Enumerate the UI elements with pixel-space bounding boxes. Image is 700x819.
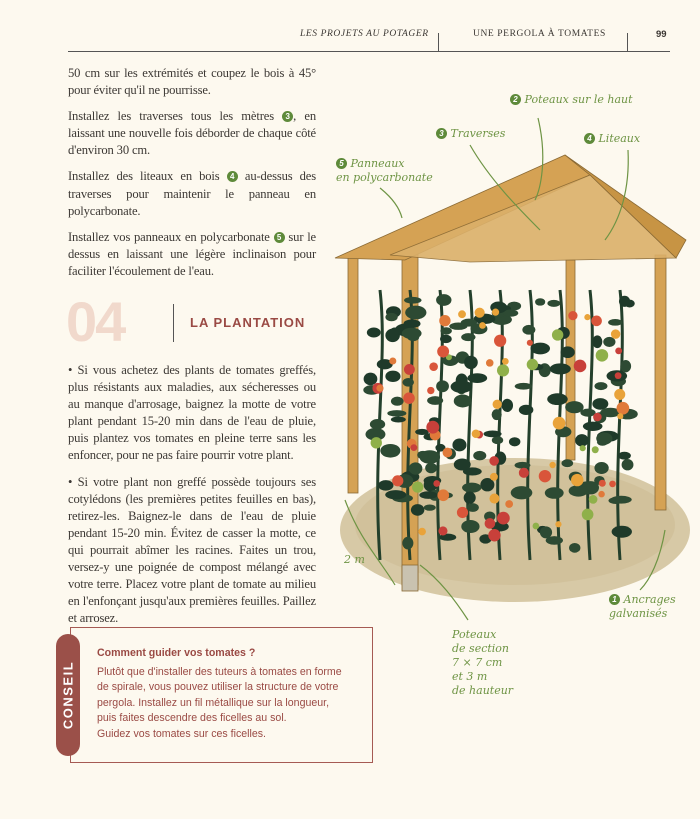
label-posts-top: [510, 93, 633, 107]
tomato-fruit: [437, 489, 449, 501]
tomato-leaf: [596, 432, 612, 444]
tip-badge-label: CONSEIL: [60, 661, 76, 730]
section-header: [66, 292, 386, 362]
tomato-leaf: [569, 485, 589, 497]
tip-line: Plutôt que d'installer des tuteurs à tomates en forme: [97, 665, 342, 678]
tomato-leaf: [618, 452, 631, 460]
tomato-fruit: [591, 316, 602, 327]
label-text: Poteaux: [452, 628, 497, 641]
tomato-leaf: [502, 399, 513, 412]
tomato-leaf: [603, 337, 615, 347]
tomato-leaf: [561, 346, 575, 358]
tomato-leaf: [454, 394, 472, 407]
tomato-leaf: [464, 356, 478, 369]
tomato-fruit: [427, 387, 434, 394]
tomato-fruit: [457, 507, 468, 518]
tomato-fruit: [502, 358, 509, 365]
tomato-fruit: [479, 322, 486, 329]
tomato-fruit: [389, 357, 396, 364]
tomato-fruit: [519, 468, 529, 478]
tomato-fruit: [488, 529, 500, 541]
tomato-leaf: [436, 380, 449, 392]
tomato-leaf: [461, 333, 475, 341]
tomato-fruit: [593, 413, 602, 422]
page-number: 99: [656, 29, 667, 40]
tomato-fruit: [438, 526, 447, 535]
tomato-leaf: [461, 520, 479, 533]
label-text: Liteaux: [598, 132, 641, 145]
tomato-leaf: [425, 463, 437, 473]
label-anchors: [609, 593, 676, 621]
tomato-fruit: [429, 362, 438, 371]
label-text: galvanisés: [609, 607, 668, 620]
tomato-leaf: [515, 383, 533, 390]
paragraph: [68, 168, 316, 219]
tomato-leaf: [462, 483, 481, 493]
tomato-fruit: [584, 314, 590, 320]
tomato-leaf: [409, 462, 423, 474]
label-post-spec: [452, 628, 513, 698]
tomato-leaf: [391, 397, 404, 406]
tomato-leaf: [515, 462, 531, 469]
tomato-leaf: [569, 543, 580, 553]
label-text: Poteaux sur le haut: [524, 93, 633, 106]
tomato-fruit: [552, 329, 563, 340]
tomato-fruit: [412, 481, 423, 492]
label-text: Ancrages: [623, 593, 676, 606]
tomato-leaf: [449, 322, 467, 329]
tip-line: pergola. Installez un fil métallique sur la longueur,: [97, 696, 330, 709]
tomato-fruit: [404, 364, 415, 375]
tomato-fruit: [571, 474, 583, 486]
tomato-leaf: [405, 306, 426, 320]
tomato-leaf: [440, 335, 452, 343]
header-chapter: UNE PERGOLA À TOMATES: [473, 29, 606, 39]
tomato-leaf: [540, 526, 552, 538]
tomato-leaf: [611, 496, 632, 504]
tomato-leaf: [509, 437, 520, 446]
tomato-fruit: [589, 495, 598, 504]
callout-number: 2: [510, 94, 521, 105]
tomato-leaf: [547, 300, 560, 307]
tomato-leaf: [531, 343, 550, 355]
callout-number: 5: [336, 158, 347, 169]
tomato-leaf: [387, 410, 406, 417]
tomato-fruit: [392, 475, 403, 486]
tomato-leaf: [622, 459, 634, 470]
tomato-leaf: [550, 363, 571, 374]
label-text: Panneaux: [350, 157, 405, 170]
tip-line: puis faites descendre des ficelles au sol.: [97, 712, 287, 725]
callout-number: 3: [282, 111, 293, 122]
tomato-leaf: [440, 327, 451, 334]
planting-text: [68, 362, 316, 627]
tomato-leaf: [619, 296, 630, 307]
tomato-fruit: [458, 310, 466, 318]
paragraph-text: au-dessus des traverses pour maintenir le panneau en polycarbonate.: [68, 169, 316, 218]
tomato-leaf: [473, 451, 486, 461]
label-battens: [584, 132, 640, 146]
tomato-leaf: [385, 371, 400, 382]
tip-box: [70, 627, 373, 763]
galvanized-anchor: [402, 565, 418, 591]
tomato-fruit: [497, 364, 509, 376]
tomato-leaf: [385, 313, 397, 321]
tip-line: Guidez vos tomates sur ces ficelles.: [97, 727, 266, 740]
tomato-leaf: [522, 325, 535, 335]
tomato-leaf: [620, 360, 631, 372]
tomato-fruit: [475, 308, 485, 318]
tomato-fruit: [527, 359, 538, 370]
label-text: 7 × 7 cm: [452, 656, 503, 669]
tomato-fruit: [403, 392, 415, 404]
callout-number: 1: [609, 594, 620, 605]
tomato-leaf: [594, 462, 608, 474]
tomato-leaf: [464, 492, 476, 504]
tomato-fruit: [410, 444, 417, 451]
tomato-leaf: [427, 396, 443, 405]
tomato-fruit: [505, 500, 513, 508]
tomato-leaf: [411, 504, 425, 516]
tomato-fruit: [485, 518, 496, 529]
tomato-fruit: [553, 417, 566, 430]
paragraph-text: , en laissant une nouvelle fois déborder de chaque côté d'environ 30 cm.: [68, 109, 316, 158]
paragraph: [68, 229, 316, 280]
tomato-fruit: [580, 445, 586, 451]
tomato-fruit: [582, 509, 594, 521]
tomato-fruit: [486, 359, 494, 367]
tomato-leaf: [535, 298, 545, 305]
tomato-leaf: [575, 434, 589, 446]
paragraph: [68, 108, 316, 159]
bullet-paragraph: • Si vous achetez des plants de tomates greffés, plus résistants aux maladies, aux sécheresses ou au manque d'arrosage, baignez la motte de votre plant pendant 15-20 min dans de l'eau de pluie, puis plantez vos tomates en pleine terre sans les enfoncer, pour ne pas faire pourrir votre plant.: [68, 363, 316, 463]
tomato-leaf: [436, 294, 451, 306]
tomato-fruit: [533, 523, 540, 530]
label-height: 2 m: [344, 553, 365, 566]
tomato-fruit: [494, 335, 506, 347]
label-text: et 3 m: [452, 670, 488, 683]
section-title: LA PLANTATION: [190, 315, 306, 330]
header-section: LES PROJETS AU POTAGER: [300, 29, 429, 39]
tomato-leaf: [565, 401, 583, 413]
tomato-fruit: [617, 402, 630, 415]
tomato-fruit: [493, 400, 502, 409]
tomato-fruit: [439, 315, 450, 326]
label-text: en polycarbonate: [336, 171, 433, 184]
tomato-leaf: [492, 409, 502, 420]
tomato-leaf: [404, 297, 421, 304]
callout-number: 4: [584, 133, 595, 144]
section-divider: [173, 304, 174, 342]
tip-badge: [56, 634, 80, 756]
tomato-fruit: [418, 528, 426, 536]
tomato-fruit: [599, 480, 606, 487]
tomato-fruit: [555, 521, 561, 527]
tomato-leaf: [391, 416, 406, 422]
tomato-fruit: [614, 389, 625, 400]
tomato-leaf: [402, 537, 413, 550]
callout-number: 4: [227, 171, 238, 182]
tomato-leaf: [424, 504, 436, 510]
tomato-fruit: [527, 340, 533, 346]
label-text: Traverses: [450, 127, 506, 140]
tomato-fruit: [492, 309, 499, 316]
tomato-fruit: [568, 311, 577, 320]
tomato-fruit: [433, 480, 440, 487]
tip-container: [60, 627, 386, 763]
tomato-leaf: [402, 328, 422, 339]
paragraph-text: Installez les traverses tous les mètres: [68, 109, 283, 124]
tomato-fruit: [497, 512, 510, 525]
label-text: de section: [452, 642, 510, 655]
tip-content: [97, 646, 364, 742]
paragraph-text: Installez des liteaux en bois: [68, 169, 227, 184]
label-crossbeams: [436, 127, 505, 141]
tomato-leaf: [415, 429, 429, 435]
tomato-fruit: [617, 413, 623, 419]
tomato-leaf: [583, 422, 603, 431]
tomato-leaf: [403, 378, 414, 387]
tomato-leaf: [417, 451, 428, 459]
label-text: de hauteur: [452, 684, 514, 697]
tomato-leaf: [492, 436, 503, 444]
tomato-fruit: [549, 462, 555, 468]
tomato-fruit: [609, 481, 616, 488]
tomato-leaf: [592, 398, 608, 410]
tomato-fruit: [598, 491, 604, 497]
paragraph: 50 cm sur les extrémités et coupez le bois à 45° pour éviter qu'il ne pourrisse.: [68, 66, 316, 98]
tomato-leaf: [547, 393, 567, 405]
tomato-fruit: [437, 346, 449, 358]
tomato-leaf: [467, 373, 487, 383]
tomato-leaf: [561, 459, 573, 467]
tomato-fruit: [615, 347, 622, 354]
tomato-fruit: [615, 372, 622, 379]
tomato-fruit: [489, 456, 499, 466]
tomato-fruit: [490, 473, 498, 481]
paragraph-text: sur le dessus en laissant une légère inclinaison pour faciliter l'écoulement de l'eau.: [68, 229, 316, 278]
tomato-leaf: [511, 486, 533, 499]
section-number: 04: [66, 290, 125, 353]
callout-number: 5: [274, 232, 285, 243]
tomato-leaf: [545, 487, 564, 499]
label-panels: [336, 157, 433, 185]
tomato-leaf: [612, 526, 632, 538]
tomato-fruit: [426, 421, 439, 434]
tomato-leaf: [451, 380, 473, 393]
tomato-leaf: [385, 490, 406, 499]
tomato-fruit: [611, 329, 620, 338]
tomato-leaf: [454, 459, 471, 471]
intro-text: [68, 65, 316, 292]
tomato-fruit: [596, 349, 609, 362]
tomato-leaf: [483, 431, 501, 438]
tomato-leaf: [467, 503, 479, 512]
post: [655, 255, 666, 510]
tip-title: Comment guider vos tomates ?: [97, 647, 256, 660]
tomato-leaf: [608, 319, 622, 326]
tomato-fruit: [539, 470, 551, 482]
tomato-fruit: [472, 429, 481, 438]
tomato-fruit: [574, 360, 587, 373]
tip-line: de spirale, vous pouvez utiliser la structure de votre: [97, 681, 339, 694]
paragraph-text: Installez vos panneaux en polycarbonate: [68, 229, 274, 244]
bullet-paragraph: • Si votre plant non greffé possède toujours ses cotylédons (les premières petites feuilles en bas), retirez-les. Baignez-le dans de l'eau de pluie pendant 15-20 min. Évitez de casser la motte, ce qui pourrait abîmer les racines. Faites un trou, versez-y une poignée de compost mélangé avec votre terre. Placez votre plant de tomate au milieu en l'enfonçant jusqu'aux premières feuilles. Paillez et arrosez.: [68, 474, 316, 626]
tomato-fruit: [592, 446, 599, 453]
tomato-leaf: [519, 405, 534, 415]
tomato-fruit: [489, 494, 499, 504]
tomato-fruit: [443, 448, 453, 458]
callout-number: 3: [436, 128, 447, 139]
tomato-leaf: [592, 335, 602, 348]
tomato-leaf: [594, 382, 607, 390]
tomato-leaf: [419, 491, 437, 499]
tomato-leaf: [452, 439, 466, 452]
